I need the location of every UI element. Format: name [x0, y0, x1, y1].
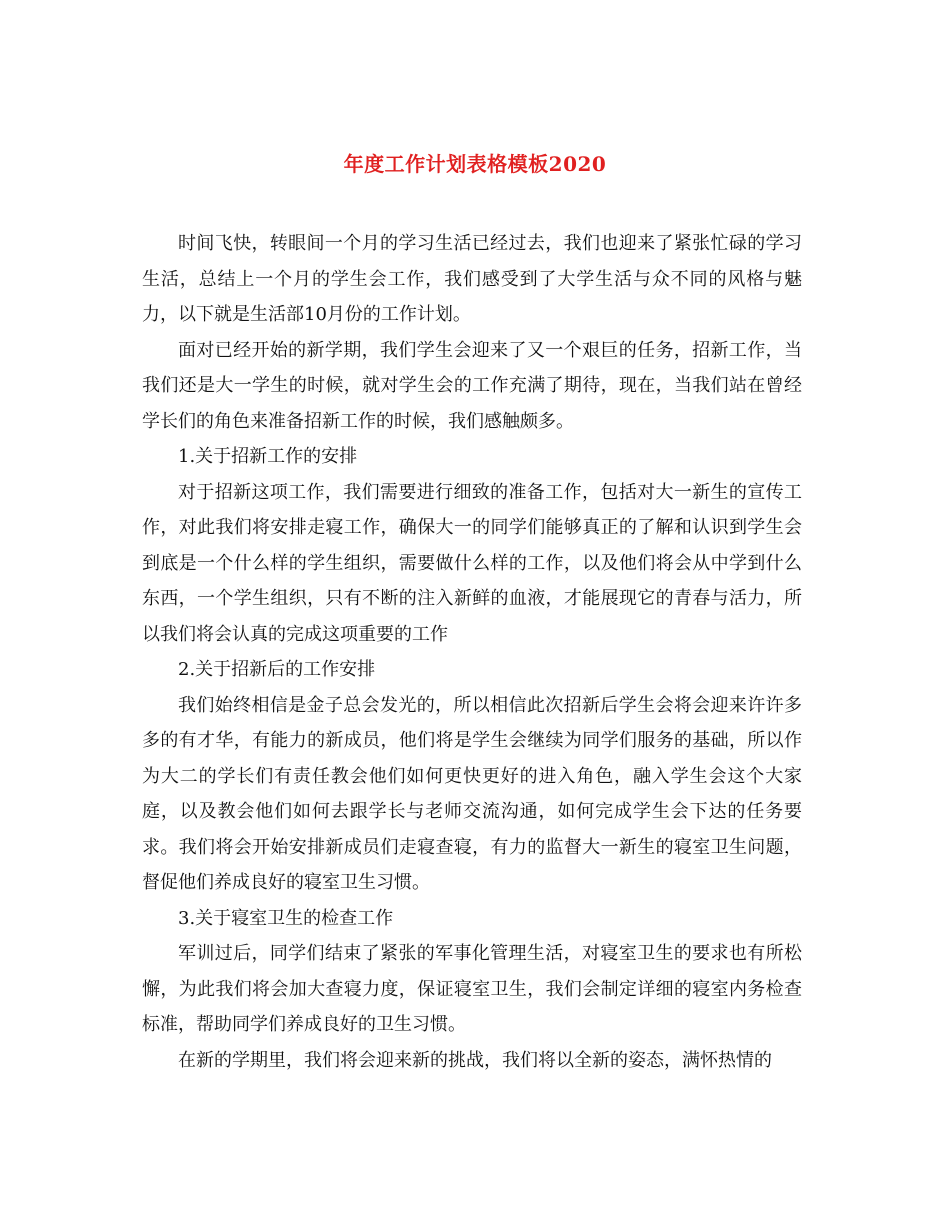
- paragraph-intro: 时间飞快，转眼间一个月的学习生活已经过去，我们也迎来了紧张忙碌的学习生活，总结上一个月的学生会工作，我们感受到了大学生活与众不同的风格与魅力，以下就是生活部10月份的工作计划。: [142, 233, 802, 325]
- document-title: 年度工作计划表格模板2020: [343, 152, 607, 176]
- paragraph-new-semester: 面对已经开始的新学期，我们学生会迎来了又一个艰巨的任务，招新工作，当我们还是大一学生的时候，就对学生会的工作充满了期待，现在，当我们站在曾经学长们的角色来准备招新工作的时候，我们感触颇多。: [142, 339, 802, 432]
- section-heading-recruitment: 1.关于招新工作的安排: [178, 446, 358, 467]
- paragraph-closing: 在新的学期里，我们将会迎来新的挑战，我们将以全新的姿态，满怀热情的: [178, 1049, 772, 1071]
- section-heading-dorm-inspection: 3.关于寝室卫生的检查工作: [178, 907, 394, 929]
- paragraph-after-recruitment: 我们始终相信是金子总会发光的，所以相信此次招新后学生会将会迎来许许多多的有才华，有能力的新成员，他们将是学生会继续为同学们服务的基础，所以作为大二的学长们有责任教会他们如何更快更好的进入角色，融入学生会这个大家庭，以及教会他们如何去跟学长与老师交流沟通，如何完成学生会下达的任务要求。我们将会开始安排新成员们走寝查寝，有力的监督大一新生的寝室卫生问题，督促他们养成良好的寝室卫生习惯。: [142, 694, 802, 893]
- paragraph-recruitment: 对于招新这项工作，我们需要进行细致的准备工作，包括对大一新生的宣传工作，对此我们将安排走寝工作，确保大一的同学们能够真正的了解和认识到学生会到底是一个什么样的学生组织，需要做什么样的工作，以及他们将会从中学到什么东西，一个学生组织，只有不断的注入新鲜的血液，才能展现它的青春与活力，所以我们将会认真的完成这项重要的工作: [142, 481, 802, 645]
- paragraph-dorm-inspection: 军训过后，同学们结束了紧张的军事化管理生活，对寝室卫生的要求也有所松懈，为此我们将会加大查寝力度，保证寝室卫生，我们会制定详细的寝室内务检查标准，帮助同学们养成良好的卫生习惯。: [142, 943, 802, 1035]
- document-body: [142, 226, 802, 1078]
- section-heading-after-recruitment: 2.关于招新后的工作安排: [178, 659, 376, 680]
